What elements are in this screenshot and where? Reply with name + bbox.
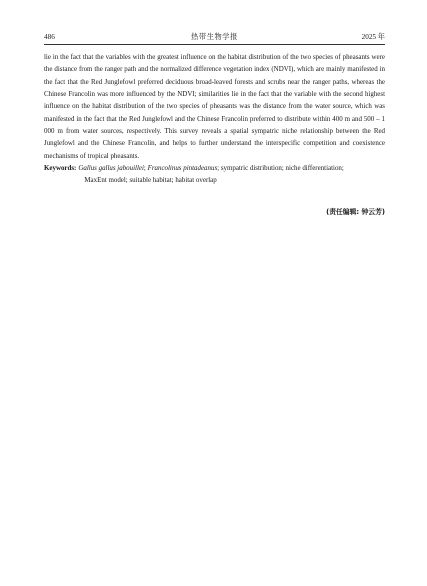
keywords-block (44, 162, 385, 187)
responsible-editor: (责任编辑: 钟云芳) (326, 208, 385, 216)
journal-name: 热带生物学报 (191, 33, 238, 41)
keyword-terms-line-2: MaxEnt model; suitable habitat; habitat overlap (84, 176, 217, 185)
keyword-terms: ; sympatric distribution; niche differentiation; (217, 164, 344, 173)
page-number: 486 (44, 33, 55, 41)
abstract-paragraph: lie in the fact that the variables with the greatest influence on the habitat distribution of the two species of pheasants were the distance from the ranger path and the normalized difference vegetation index (NDVI), which are mainly manifested in the fact that the Red Junglefowl preferred deciduous broad-leaved forests and scrubs near the ranger paths, whereas the Chinese Francolin was more influenced by the NDVI; similarities lie in the fact that the variable with the second highest influence on the habitat distribution of the two species of pheasants was the distance from the water source, which was manifested in the fact that the Red Junglefowl and the Chinese Francolin preferred to distribute within 400 m and 500 – 1 000 m from water sources, respectively. This survey reveals a spatial sympatric niche relationship between the Red Junglefowl and the Chinese Francolin, and helps to further understand the interspecific competition and coexistence mechanisms of tropical pheasants. (44, 53, 385, 160)
keyword-species-1: Gallus gallus jabouillei (78, 164, 144, 173)
keywords-list (78, 162, 385, 187)
publication-year: 2025 年 (361, 33, 385, 41)
keyword-species-2: Francolinus pintadeanus (147, 164, 218, 173)
header-divider (44, 44, 385, 45)
running-header (44, 31, 385, 43)
keywords-label: Keywords: (44, 164, 77, 173)
abstract-body (44, 51, 385, 187)
keyword-separator: ; (143, 164, 148, 173)
